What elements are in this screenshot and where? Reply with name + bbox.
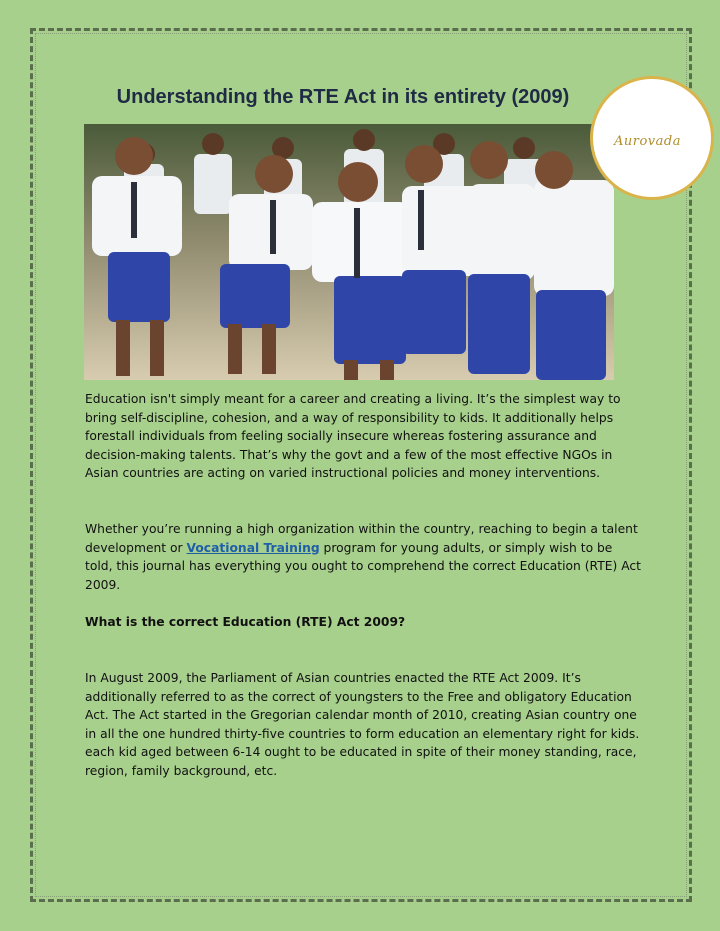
page-title: Understanding the RTE Act in its entirety (2009) — [116, 86, 570, 108]
paragraph-vocational — [85, 520, 641, 594]
vocational-training-link[interactable]: Vocational Training — [186, 540, 320, 555]
schoolchildren-photo — [84, 124, 681, 380]
section-heading: What is the correct Education (RTE) Act 2009? — [85, 615, 406, 629]
paragraph-vocational-after: program for young adults, or simply wish to be told, this journal has everything you ought to comprehend the correct Education (RTE) Act 2009. — [85, 540, 641, 592]
paragraph-intro: Education isn't simply meant for a career and creating a living. It’s the simplest way to bring self-discipline, cohesion, and a way of responsibility to kids. It additionally helps forestall individuals from feeling socially insecure whereas fostering assurance and decision-making talents. That’s why the govt and a few of the most effective NGOs in Asian countries are acting on varied instructional policies and money interventions. — [85, 392, 621, 481]
paragraph-vocational-before: Whether you’re running a high organization within the country, reaching to begin a talent development or — [85, 522, 638, 555]
photo-illustration — [84, 124, 614, 380]
logo-text: Aurovada — [614, 134, 681, 149]
paragraph-rte-act: In August 2009, the Parliament of Asian countries enacted the RTE Act 2009. It’s additionally referred to as the correct of youngsters to the Free and obligatory Education Act. The Act started in the Gregorian calendar month of 2010, creating Asian country one in all the one hundred thirty-five countries to form education an elementary right for kids. each kid aged between 6-14 ought to be educated in spite of their money standing, race, region, family background, etc. — [85, 671, 640, 778]
